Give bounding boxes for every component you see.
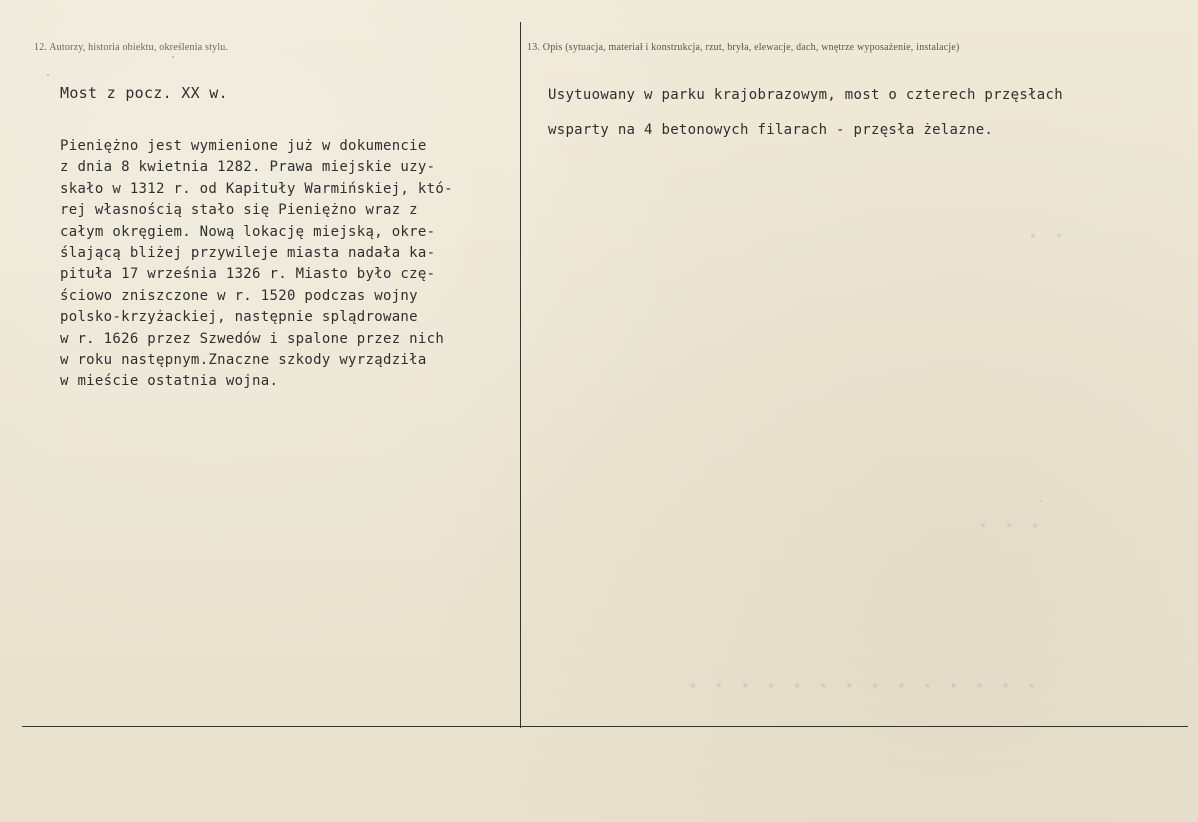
history-line: pituła 17 września 1326 r. Miasto było czę- (60, 266, 436, 283)
history-line: polsko-krzyżackiej, następnie splądrowane (60, 309, 418, 326)
history-line: w roku następnym.Znaczne szkody wyrządziła (60, 352, 427, 369)
field-13-label: 13. Opis (sytuacja, materiał i konstrukcja, rzut, bryła, elewacje, dach, wnętrze wyposażenie, instalacje) (527, 42, 960, 53)
history-line: Pieniężno jest wymienione już w dokumencie (60, 138, 427, 154)
paper-speck (1040, 500, 1042, 502)
field-12-label: 12. Autorzy, historia obiektu, określenia stylu. (34, 42, 229, 53)
history-text (60, 136, 515, 393)
bleed-through-text: ▪ ▪ ▪ (980, 520, 1046, 531)
paper-speck (1108, 610, 1110, 612)
description-text (548, 78, 1063, 148)
history-line: w r. 1626 przez Szwedów i spalone przez nich (60, 330, 445, 347)
object-dating: Most z pocz. XX w. (60, 84, 228, 102)
history-line: rej własnością stało się Pieniężno wraz z (60, 202, 418, 219)
history-line: w mieście ostatnia wojna. (60, 373, 279, 390)
history-line: z dnia 8 kwietnia 1282. Prawa miejskie uzy- (60, 159, 436, 176)
bottom-divider (22, 726, 1188, 727)
bleed-through-text: ▪ ▪ ▪ ▪ ▪ ▪ ▪ ▪ ▪ ▪ ▪ ▪ ▪ ▪ (690, 680, 1042, 691)
paper-speck (172, 56, 174, 58)
history-line: ślającą bliżej przywileje miasta nadała ka- (60, 245, 436, 262)
paper-speck (47, 74, 49, 76)
bleed-through-text: ▪ ▪ (1030, 230, 1070, 241)
history-line: ściowo zniszczone w r. 1520 podczas wojny (60, 287, 418, 304)
description-line: wsparty na 4 betonowych filarach - przęsła żelazne. (548, 122, 994, 138)
history-line: skało w 1312 r. od Kapituły Warmińskiej, któ- (60, 180, 453, 197)
vertical-divider (520, 22, 521, 728)
description-line: Usytuowany w parku krajobrazowym, most o czterech przęsłach (548, 87, 1063, 103)
history-line: całym okręgiem. Nową lokację miejską, okre- (60, 223, 436, 240)
